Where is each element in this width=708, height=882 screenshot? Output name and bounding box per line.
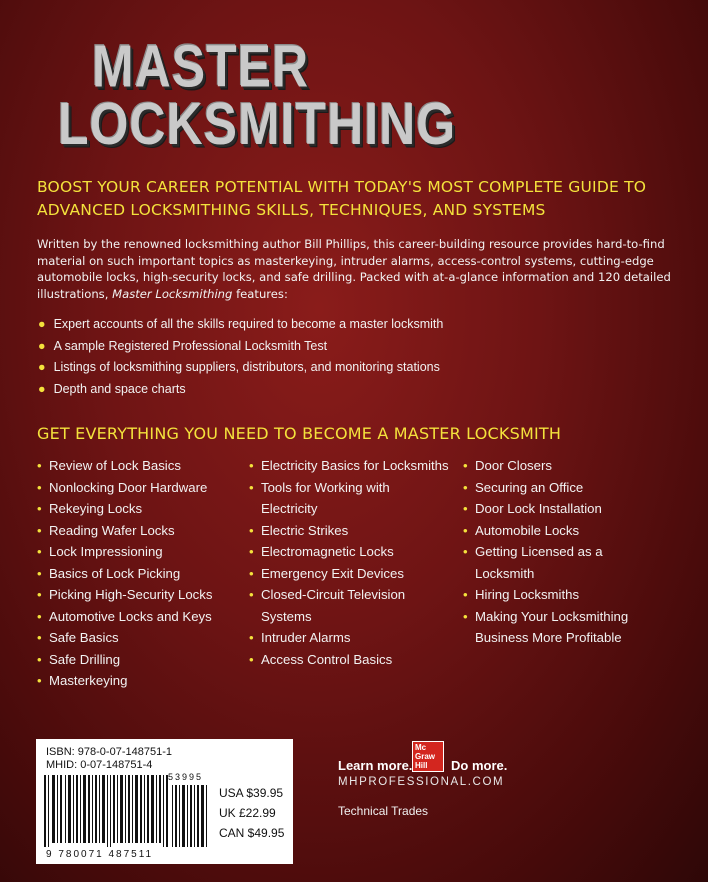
description-tail: features: (232, 286, 288, 301)
price-uk: UK £22.99 (219, 806, 276, 820)
bullet-icon: ● (38, 360, 46, 374)
list-item (37, 455, 247, 477)
bullet-icon: • (249, 522, 254, 538)
bullet-icon: • (37, 501, 42, 516)
price-can: CAN $49.95 (219, 826, 285, 840)
topic-text: Getting Licensed as a Locksmith (475, 544, 603, 581)
feature-text: Depth and space charts (53, 381, 186, 396)
bullet-icon: • (37, 608, 42, 624)
isbn-text: ISBN: 978-0-07-148751-1 (46, 746, 172, 758)
section-subhead: GET EVERYTHING YOU NEED TO BECOME A MASTER LOCKSMITH (37, 424, 562, 443)
list-item (37, 606, 247, 628)
topic-text: Reading Wafer Locks (49, 522, 175, 538)
bullet-icon: ● (38, 338, 46, 353)
bullet-icon: • (37, 522, 42, 538)
barcode-icon (44, 775, 214, 847)
list-item (38, 379, 658, 401)
bullet-icon: • (463, 501, 468, 516)
topic-text: Nonlocking Door Hardware (49, 479, 208, 495)
feature-list (38, 314, 658, 400)
topic-text: Safe Drilling (49, 651, 121, 667)
bullet-icon: • (37, 479, 42, 495)
bullet-icon: • (249, 479, 254, 495)
list-item (37, 541, 247, 563)
feature-text: Expert accounts of all the skills required to become a master locksmith (53, 317, 444, 331)
price-list (219, 783, 284, 843)
topics-column-3 (463, 455, 663, 649)
bullet-icon: • (249, 651, 254, 667)
list-item (38, 336, 658, 358)
topic-text: Emergency Exit Devices (261, 565, 404, 581)
list-item (249, 584, 449, 627)
bullet-icon: • (249, 544, 254, 559)
bullet-icon: • (463, 458, 468, 473)
topic-text: Electricity Basics for Locksmiths (261, 458, 449, 473)
topic-text: Safe Basics (49, 630, 119, 645)
bullet-icon: • (249, 587, 254, 602)
topic-text: Electromagnetic Locks (261, 544, 394, 559)
publisher-website: MHPROFESSIONAL.COM (338, 776, 505, 788)
headline: BOOST YOUR CAREER POTENTIAL WITH TODAY'S MOST COMPLETE GUIDE TO ADVANCED LOCKSMITHING SKILLS, TECHNIQUES, AND SYSTEMS (37, 178, 647, 219)
logo-line: Graw (415, 752, 436, 761)
list-item (37, 520, 247, 542)
book-title (58, 33, 457, 158)
mcgraw-hill-logo (412, 741, 444, 772)
topic-text: Door Closers (475, 458, 552, 473)
barcode-number: 9 780071 487511 (46, 849, 154, 860)
list-item (463, 606, 663, 649)
list-item (249, 563, 449, 585)
feature-text: A sample Registered Professional Locksmith Test (53, 338, 328, 353)
bullet-icon: • (463, 479, 468, 495)
topic-text: Door Lock Installation (475, 501, 602, 516)
bullet-icon: • (37, 587, 42, 602)
topic-text: Closed-Circuit Television Systems (261, 587, 406, 624)
logo-line: Hill (415, 761, 428, 770)
topic-text: Picking High-Security Locks (49, 587, 213, 602)
list-item (37, 649, 247, 671)
list-item (249, 455, 449, 477)
topic-text: Review of Lock Basics (49, 458, 181, 473)
bullet-icon: • (37, 673, 42, 688)
topic-text: Automotive Locks and Keys (49, 608, 212, 624)
list-item (463, 541, 663, 584)
list-item (249, 627, 449, 649)
list-item (463, 498, 663, 520)
topics-column-1 (37, 455, 247, 692)
learn-more-text: Learn more. (338, 758, 413, 773)
bullet-icon: • (463, 608, 468, 624)
topic-text: Rekeying Locks (49, 501, 143, 516)
title-line-1: MASTER (92, 33, 310, 100)
description-text: Written by the renowned locksmithing author Bill Phillips, this career-building resource provides hard-to-find material on such important topics as masterkeying, intruder alarms, access-control systems, cutting-edge automobile locks, high-security locks, and safe drilling. Packed with at-a-glance information and 120 detailed illustrations, (37, 237, 671, 301)
bullet-icon: ● (38, 381, 46, 396)
list-item (463, 477, 663, 499)
list-item (37, 584, 247, 606)
list-item (37, 563, 247, 585)
list-item (37, 627, 247, 649)
list-item (463, 455, 663, 477)
topic-text: Electric Strikes (261, 522, 349, 538)
list-item (38, 314, 658, 336)
topic-text: Access Control Basics (261, 651, 393, 667)
list-item (38, 357, 658, 379)
bullet-icon: • (37, 544, 42, 559)
list-item (37, 670, 247, 692)
topic-text: Basics of Lock Picking (49, 565, 181, 581)
mhid-text: MHID: 0-07-148751-4 (46, 759, 153, 771)
list-item (249, 520, 449, 542)
price-usa: USA $39.95 (219, 786, 284, 800)
list-item (463, 520, 663, 542)
bullet-icon: • (37, 565, 42, 581)
list-item (249, 541, 449, 563)
topics-column-2 (249, 455, 449, 670)
description (37, 236, 677, 302)
list-item (37, 477, 247, 499)
bullet-icon: • (37, 651, 42, 667)
list-item (463, 584, 663, 606)
list-item (249, 477, 449, 520)
bullet-icon: • (37, 630, 42, 645)
bullet-icon: ● (38, 317, 46, 331)
bullet-icon: • (249, 565, 254, 581)
barcode-panel (36, 739, 293, 864)
list-item (37, 498, 247, 520)
book-category: Technical Trades (338, 804, 429, 818)
logo-line: Mc (415, 743, 427, 752)
topic-text: Automobile Locks (475, 522, 580, 538)
isbn-block (46, 746, 172, 772)
topic-text: Intruder Alarms (261, 630, 351, 645)
bullet-icon: • (463, 522, 468, 538)
list-item (249, 649, 449, 671)
bullet-icon: • (249, 458, 254, 473)
price-code: 53995 (168, 772, 204, 782)
bullet-icon: • (463, 587, 468, 602)
topic-text: Tools for Working with Electricity (261, 479, 390, 516)
feature-text: Listings of locksmithing suppliers, distributors, and monitoring stations (53, 360, 440, 374)
bullet-icon: • (249, 630, 254, 645)
description-book-title: Master Locksmithing (112, 286, 233, 301)
topic-text: Making Your Locksmithing Business More Profitable (475, 608, 629, 645)
bullet-icon: • (463, 544, 468, 559)
bullet-icon: • (37, 458, 42, 473)
topic-text: Securing an Office (475, 479, 584, 495)
topic-text: Masterkeying (49, 673, 128, 688)
topic-text: Lock Impressioning (49, 544, 163, 559)
do-more-text: Do more. (451, 758, 508, 773)
topic-text: Hiring Locksmiths (475, 587, 580, 602)
title-line-2: LOCKSMITHING (58, 91, 457, 158)
